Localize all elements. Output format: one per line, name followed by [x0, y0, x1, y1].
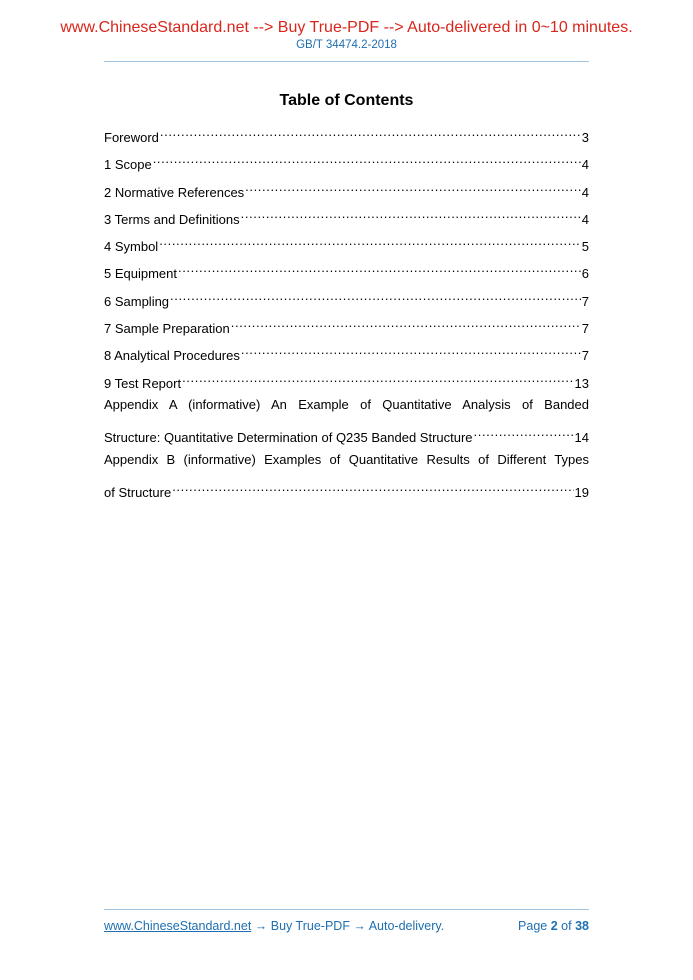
toc-entry-label: of Structure — [104, 484, 172, 500]
toc-entry-page: 7 — [581, 293, 589, 309]
toc-entry-sample-preparation[interactable] — [104, 313, 589, 340]
toc-leader — [153, 149, 581, 169]
toc-entry-foreword[interactable] — [104, 122, 589, 149]
toc-entry-appendix-b-line2[interactable] — [104, 477, 589, 504]
toc-entry-page: 3 — [581, 130, 589, 145]
page-current: 2 — [550, 919, 558, 933]
toc-entry-label: 4 Symbol — [104, 239, 159, 255]
toc-entry-label: 1 Scope — [104, 157, 152, 173]
toc-entry-appendix-a-line2[interactable] — [104, 422, 589, 449]
toc-entry-test-report[interactable] — [104, 368, 589, 395]
toc-leader — [178, 258, 581, 278]
header-banner: www.ChineseStandard.net --> Buy True-PDF --> Auto-delivered in 0~10 minutes. — [60, 19, 633, 36]
standard-code: GB/T 34474.2-2018 — [296, 39, 397, 51]
toc-entry-page: 5 — [581, 239, 589, 255]
toc-entry-page: 7 — [581, 348, 589, 364]
toc-entry-normative-references[interactable] — [104, 177, 589, 204]
table-of-contents — [104, 122, 589, 504]
toc-entry-page: 4 — [581, 157, 589, 173]
footer-left — [104, 918, 444, 934]
toc-entry-page: 4 — [581, 211, 589, 227]
toc-entry-label: 9 Test Report — [104, 375, 182, 391]
toc-leader — [241, 204, 581, 224]
toc-entry-analytical-procedures[interactable] — [104, 340, 589, 367]
toc-entry-equipment[interactable] — [104, 258, 589, 285]
toc-entry-label: 6 Sampling — [104, 293, 170, 309]
toc-entry-page: 4 — [581, 184, 589, 200]
toc-leader — [231, 313, 581, 333]
toc-leader — [474, 422, 574, 442]
toc-entry-scope[interactable] — [104, 149, 589, 176]
page-footer — [104, 918, 589, 934]
page-of: of — [561, 919, 572, 933]
page-number — [518, 918, 589, 934]
toc-entry-label: Structure: Quantitative Determination of Q235 Banded Structure — [104, 430, 473, 446]
toc-entry-terms-definitions[interactable] — [104, 204, 589, 231]
toc-entry-label: Foreword — [104, 130, 159, 145]
toc-entry-label: 3 Terms and Definitions — [104, 211, 240, 227]
toc-entry-symbol[interactable] — [104, 231, 589, 258]
toc-entry-appendix-b-line1[interactable]: Appendix B (informative) Examples of Quantitative Results of Different Types — [104, 451, 589, 467]
toc-entry-label: 2 Normative References — [104, 184, 245, 200]
toc-title: Table of Contents — [279, 92, 414, 109]
toc-entry-page: 7 — [581, 321, 589, 337]
toc-leader — [182, 368, 573, 388]
toc-leader — [159, 231, 581, 251]
footer-promo-text: → Buy True-PDF → Auto-delivery. — [254, 919, 445, 933]
toc-entry-page: 6 — [581, 266, 589, 282]
header-divider — [104, 61, 589, 62]
toc-leader — [172, 477, 573, 497]
toc-leader — [245, 177, 581, 197]
toc-entry-page: 13 — [574, 375, 589, 391]
footer-divider — [104, 909, 589, 910]
toc-leader — [170, 286, 581, 306]
page-total: 38 — [575, 919, 589, 933]
toc-entry-appendix-a-line1[interactable]: Appendix A (informative) An Example of Quantitative Analysis of Banded — [104, 396, 589, 412]
toc-entry-label: 5 Equipment — [104, 266, 177, 282]
toc-entry-page: 14 — [574, 430, 589, 446]
toc-entry-label: 7 Sample Preparation — [104, 321, 230, 337]
page-prefix: Page — [518, 919, 548, 933]
toc-entry-page: 19 — [574, 484, 589, 500]
footer-website-link[interactable]: www.ChineseStandard.net — [104, 919, 252, 933]
toc-leader — [160, 122, 581, 142]
toc-entry-label: 8 Analytical Procedures — [104, 348, 240, 364]
toc-leader — [241, 340, 581, 360]
toc-entry-sampling[interactable] — [104, 286, 589, 313]
